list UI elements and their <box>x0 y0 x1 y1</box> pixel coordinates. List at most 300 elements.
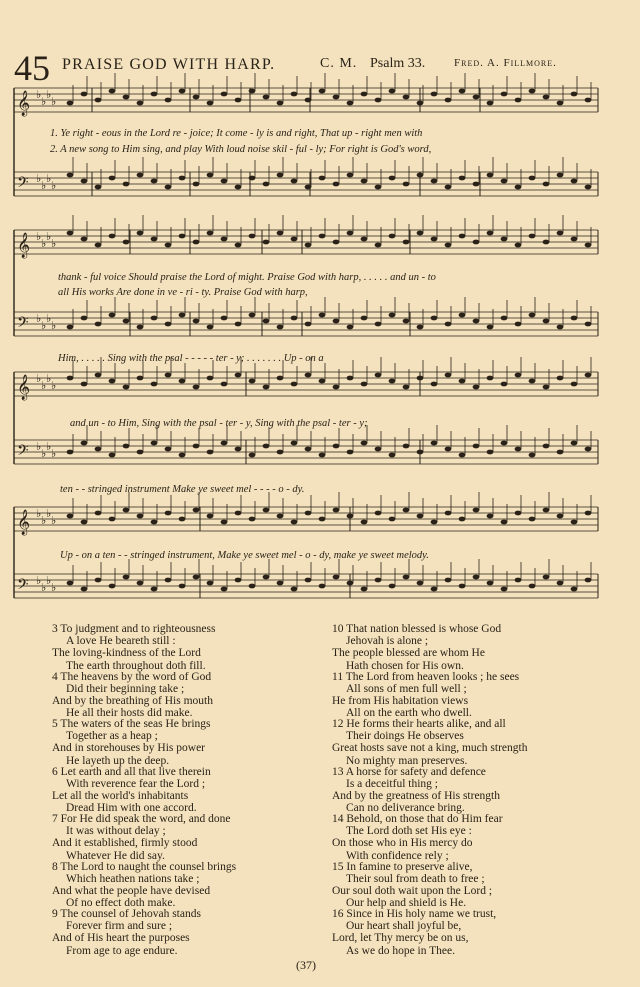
note-head <box>235 578 242 583</box>
verse-line: Great hosts save not a king, much strength <box>332 742 528 755</box>
flat-sign: ♭ <box>36 88 42 101</box>
note-head <box>67 231 74 236</box>
note-head <box>249 517 256 522</box>
note-head <box>81 441 88 446</box>
verse-line: Our help and shield is He. <box>346 897 467 910</box>
note-head <box>123 319 130 324</box>
note-head <box>67 173 74 178</box>
note-head <box>445 578 452 583</box>
flat-sign: ♭ <box>46 440 52 453</box>
note-head <box>319 234 326 239</box>
verse-line: And what the people have devised <box>52 884 211 897</box>
note-head <box>109 89 116 94</box>
note-head <box>165 511 172 516</box>
note-head <box>571 382 578 387</box>
note-head <box>291 382 298 387</box>
note-head <box>501 441 508 446</box>
note-head <box>473 444 480 449</box>
flat-sign: ♭ <box>51 447 57 460</box>
note-head <box>389 234 396 239</box>
verse-line: Our heart shall joyful be, <box>346 920 462 933</box>
note-head <box>319 517 326 522</box>
note-head <box>529 584 536 589</box>
note-head <box>249 453 256 458</box>
note-head <box>529 517 536 522</box>
verse-stanza <box>332 718 527 767</box>
note-head <box>81 382 88 387</box>
note-head <box>389 379 396 384</box>
note-head <box>389 176 396 181</box>
lyric-line: 1. Ye right - eous in the Lord re - joice; It come - ly is and right, That up - right men with <box>50 128 423 139</box>
note-head <box>305 578 312 583</box>
verse-stanza <box>52 908 201 957</box>
verse-stanza <box>52 766 211 815</box>
note-head <box>333 182 340 187</box>
note-head <box>501 587 508 592</box>
note-head <box>361 92 368 97</box>
verse-line: And in storehouses by His power <box>52 742 205 755</box>
note-head <box>529 176 536 181</box>
note-head <box>487 581 494 586</box>
flat-sign: ♭ <box>46 230 52 243</box>
note-head <box>403 95 410 100</box>
note-head <box>403 240 410 245</box>
note-head <box>249 234 256 239</box>
note-head <box>487 325 494 330</box>
note-head <box>487 101 494 106</box>
note-head <box>305 447 312 452</box>
note-head <box>347 450 354 455</box>
note-head <box>193 319 200 324</box>
note-head <box>487 514 494 519</box>
note-head <box>235 185 242 190</box>
verse-line: The loving-kindness of the Lord <box>52 647 201 660</box>
note-head <box>487 450 494 455</box>
note-head <box>557 450 564 455</box>
note-head <box>459 234 466 239</box>
note-head <box>221 316 228 321</box>
verse-stanza <box>52 623 215 672</box>
note-head <box>459 453 466 458</box>
note-head <box>585 511 592 516</box>
flat-sign: ♭ <box>41 447 47 460</box>
note-head <box>501 237 508 242</box>
note-head <box>151 587 158 592</box>
note-head <box>221 179 228 184</box>
note-head <box>557 101 564 106</box>
note-head <box>67 581 74 586</box>
note-head <box>431 520 438 525</box>
flat-sign: ♭ <box>51 581 57 594</box>
note-head <box>515 578 522 583</box>
verse-stanza <box>332 623 501 672</box>
note-head <box>165 185 172 190</box>
verse-stanza <box>332 861 492 910</box>
note-head <box>445 447 452 452</box>
note-head <box>375 322 382 327</box>
verse-line: No mighty man preserves. <box>346 754 468 767</box>
note-head <box>207 101 214 106</box>
note-head <box>557 173 564 178</box>
note-head <box>305 373 312 378</box>
verse-line: 14 Behold, on those that do Him fear <box>332 813 503 825</box>
note-head <box>375 185 382 190</box>
note-head <box>291 520 298 525</box>
note-head <box>417 231 424 236</box>
note-head <box>207 231 214 236</box>
note-head <box>179 313 186 318</box>
note-head <box>543 385 550 390</box>
note-head <box>459 176 466 181</box>
note-head <box>361 237 368 242</box>
note-head <box>459 584 466 589</box>
flat-sign: ♭ <box>46 574 52 587</box>
note-head <box>67 514 74 519</box>
note-head <box>515 322 522 327</box>
note-head <box>165 98 172 103</box>
note-head <box>305 185 312 190</box>
hymn-psalm: Psalm 33. <box>370 56 426 71</box>
note-head <box>361 316 368 321</box>
note-head <box>333 575 340 580</box>
note-head <box>95 185 102 190</box>
verse-line: Dread Him with one accord. <box>66 802 197 815</box>
note-head <box>473 182 480 187</box>
note-head <box>95 578 102 583</box>
note-head <box>501 382 508 387</box>
verse-line: 13 A horse for safety and defence <box>332 765 486 778</box>
note-head <box>333 508 340 513</box>
verse-line: 4 The heavens by the word of God <box>52 670 212 683</box>
treble-clef-icon: 𝄞 <box>17 91 31 116</box>
note-head <box>151 179 158 184</box>
note-head <box>277 231 284 236</box>
note-head <box>459 517 466 522</box>
note-head <box>557 325 564 330</box>
flat-sign: ♭ <box>36 372 42 385</box>
lyric-line: 2. A new song to Him sing, and play With loud noise skil - ful - ly; For right is God's word, <box>50 144 432 155</box>
note-head <box>123 444 130 449</box>
note-head <box>431 179 438 184</box>
note-head <box>67 325 74 330</box>
note-head <box>263 508 270 513</box>
verse-line: Hath chosen for His own. <box>346 659 464 672</box>
note-head <box>235 447 242 452</box>
flat-sign: ♭ <box>36 574 42 587</box>
note-head <box>179 453 186 458</box>
note-head <box>319 313 326 318</box>
flat-sign: ♭ <box>36 172 42 185</box>
note-head <box>249 89 256 94</box>
verse-line: Did their beginning take ; <box>66 682 185 695</box>
note-head <box>333 444 340 449</box>
verse-line: Whatever He did say. <box>66 849 165 862</box>
verse-line: 11 The Lord from heaven looks ; he sees <box>332 670 520 683</box>
note-head <box>291 237 298 242</box>
note-head <box>277 101 284 106</box>
note-head <box>319 379 326 384</box>
verse-line: Our soul doth wait upon the Lord ; <box>332 884 493 897</box>
note-head <box>193 444 200 449</box>
note-head <box>571 237 578 242</box>
note-head <box>375 243 382 248</box>
note-head <box>431 237 438 242</box>
note-head <box>95 243 102 248</box>
verse-line: He from His habitation views <box>332 694 469 707</box>
note-head <box>277 325 284 330</box>
note-head <box>347 325 354 330</box>
note-head <box>473 508 480 513</box>
verse-line: Of no effect doth make. <box>66 897 176 910</box>
flat-sign: ♭ <box>51 237 57 250</box>
note-head <box>109 176 116 181</box>
verse-line: 12 He forms their hearts alike, and all <box>332 718 506 730</box>
note-head <box>543 444 550 449</box>
note-head <box>221 237 228 242</box>
note-head <box>585 185 592 190</box>
note-head <box>515 373 522 378</box>
note-head <box>319 176 326 181</box>
note-head <box>221 587 228 592</box>
flat-sign: ♭ <box>51 319 57 332</box>
note-head <box>487 231 494 236</box>
verse-line: Lord, let Thy mercy be on us, <box>332 932 469 945</box>
note-head <box>165 373 172 378</box>
note-head <box>585 98 592 103</box>
note-head <box>249 313 256 318</box>
flat-sign: ♭ <box>41 179 47 192</box>
note-head <box>501 92 508 97</box>
verse-line: The Lord doth set His eye : <box>346 825 472 838</box>
note-head <box>347 173 354 178</box>
note-head <box>389 453 396 458</box>
note-head <box>445 98 452 103</box>
note-head <box>543 182 550 187</box>
note-head <box>473 385 480 390</box>
note-head <box>543 240 550 245</box>
note-head <box>501 316 508 321</box>
note-head <box>417 173 424 178</box>
note-head <box>95 373 102 378</box>
verse-line: 9 The counsel of Jehovah stands <box>52 908 201 920</box>
verse-stanza <box>52 718 211 767</box>
note-head <box>585 578 592 583</box>
note-head <box>585 447 592 452</box>
note-head <box>557 581 564 586</box>
note-head <box>543 575 550 580</box>
note-head <box>375 511 382 516</box>
note-head <box>291 441 298 446</box>
note-head <box>375 98 382 103</box>
note-head <box>193 508 200 513</box>
note-head <box>333 319 340 324</box>
note-head <box>277 450 284 455</box>
note-head <box>487 376 494 381</box>
verse-line: 5 The waters of the seas He brings <box>52 718 211 730</box>
note-head <box>375 578 382 583</box>
note-head <box>193 385 200 390</box>
note-head <box>123 182 130 187</box>
note-head <box>81 92 88 97</box>
note-head <box>235 373 242 378</box>
note-head <box>291 587 298 592</box>
verse-line: 8 The Lord to naught the counsel brings <box>52 860 237 873</box>
verse-line: Their soul from death to free ; <box>346 872 485 885</box>
note-head <box>445 185 452 190</box>
note-head <box>151 441 158 446</box>
verse-stanza <box>52 861 236 910</box>
lyric-line: and un - to Him, Sing with the psal - ter - y, Sing with the psal - ter - y; <box>70 418 368 429</box>
note-head <box>193 182 200 187</box>
note-head <box>109 234 116 239</box>
verse-line: With reverence fear the Lord ; <box>66 777 206 790</box>
note-head <box>375 447 382 452</box>
note-head <box>347 101 354 106</box>
verse-line: He layeth up the deep. <box>66 754 170 767</box>
note-head <box>529 234 536 239</box>
verse-line: And by the breathing of His mouth <box>52 694 213 707</box>
note-head <box>165 578 172 583</box>
note-head <box>403 508 410 513</box>
note-head <box>417 376 424 381</box>
note-head <box>473 95 480 100</box>
note-head <box>179 89 186 94</box>
note-head <box>431 316 438 321</box>
note-head <box>123 385 130 390</box>
note-head <box>263 240 270 245</box>
note-head <box>263 182 270 187</box>
note-head <box>375 373 382 378</box>
verse-line: 3 To judgment and to righteousness <box>52 623 216 635</box>
note-head <box>235 243 242 248</box>
note-head <box>445 511 452 516</box>
note-head <box>403 182 410 187</box>
note-head <box>543 95 550 100</box>
note-head <box>249 176 256 181</box>
note-head <box>151 382 158 387</box>
note-head <box>501 520 508 525</box>
note-head <box>417 101 424 106</box>
note-head <box>445 322 452 327</box>
note-head <box>571 92 578 97</box>
note-head <box>249 379 256 384</box>
flat-sign: ♭ <box>51 95 57 108</box>
verse-line: The people blessed are whom He <box>332 647 485 660</box>
note-head <box>151 92 158 97</box>
verse-line: On those who in His mercy do <box>332 837 473 850</box>
lyric-line: Him, . . . . . Sing with the psal - - - - - ter - y; . . . . . . . Up - on a <box>58 353 324 364</box>
verse-line: All on the earth who dwell. <box>346 707 472 720</box>
verse-stanza <box>52 671 213 720</box>
note-head <box>459 89 466 94</box>
note-head <box>263 319 270 324</box>
flat-sign: ♭ <box>46 172 52 185</box>
note-head <box>235 322 242 327</box>
flat-sign: ♭ <box>46 312 52 325</box>
note-head <box>417 514 424 519</box>
flat-sign: ♭ <box>46 88 52 101</box>
hymn-composer: Fred. A. Fillmore. <box>454 57 557 69</box>
note-head <box>431 382 438 387</box>
note-head <box>221 92 228 97</box>
note-head <box>207 173 214 178</box>
note-head <box>137 376 144 381</box>
note-head <box>109 517 116 522</box>
lyric-line: ten - - stringed instrument Make ye sweet mel - - - - o - dy. <box>60 484 305 495</box>
flat-sign: ♭ <box>41 237 47 250</box>
flat-sign: ♭ <box>41 95 47 108</box>
note-head <box>473 319 480 324</box>
note-head <box>95 511 102 516</box>
note-head <box>305 98 312 103</box>
note-head <box>403 444 410 449</box>
note-head <box>109 313 116 318</box>
note-head <box>361 179 368 184</box>
note-head <box>151 237 158 242</box>
note-head <box>235 98 242 103</box>
note-head <box>361 382 368 387</box>
note-head <box>137 450 144 455</box>
bass-clef-icon: 𝄢 <box>17 174 29 195</box>
note-head <box>81 179 88 184</box>
verse-line: The earth throughout doth fill. <box>66 659 206 672</box>
note-head <box>263 385 270 390</box>
note-head <box>277 173 284 178</box>
note-head <box>431 92 438 97</box>
note-head <box>515 243 522 248</box>
flat-sign: ♭ <box>41 514 47 527</box>
verse-line: Their doings He observes <box>346 730 464 743</box>
note-head <box>417 581 424 586</box>
note-head <box>95 322 102 327</box>
hymn-title: PRAISE GOD WITH HARP. <box>62 56 276 73</box>
note-head <box>277 581 284 586</box>
note-head <box>305 511 312 516</box>
verse-stanza <box>332 908 496 957</box>
note-head <box>137 101 144 106</box>
note-head <box>361 587 368 592</box>
note-head <box>389 517 396 522</box>
verse-line: Is a deceitful thing ; <box>346 777 438 790</box>
note-head <box>179 379 186 384</box>
verse-line: Let all the world's inhabitants <box>52 789 189 802</box>
bass-clef-icon: 𝄢 <box>17 576 29 597</box>
note-head <box>263 95 270 100</box>
note-head <box>123 575 130 580</box>
note-head <box>501 179 508 184</box>
note-head <box>81 237 88 242</box>
note-head <box>585 322 592 327</box>
treble-clef-icon: 𝄞 <box>17 510 31 535</box>
note-head <box>193 95 200 100</box>
note-head <box>137 581 144 586</box>
verse-line: All sons of men full well ; <box>346 682 467 695</box>
note-head <box>319 453 326 458</box>
note-head <box>277 514 284 519</box>
verse-line: 15 In famine to preserve alive, <box>332 860 473 873</box>
note-head <box>529 89 536 94</box>
flat-sign: ♭ <box>46 372 52 385</box>
note-head <box>109 379 116 384</box>
note-head <box>221 441 228 446</box>
note-head <box>137 231 144 236</box>
note-head <box>179 176 186 181</box>
flat-sign: ♭ <box>41 319 47 332</box>
note-head <box>445 243 452 248</box>
note-head <box>571 587 578 592</box>
note-head <box>291 316 298 321</box>
note-head <box>389 313 396 318</box>
